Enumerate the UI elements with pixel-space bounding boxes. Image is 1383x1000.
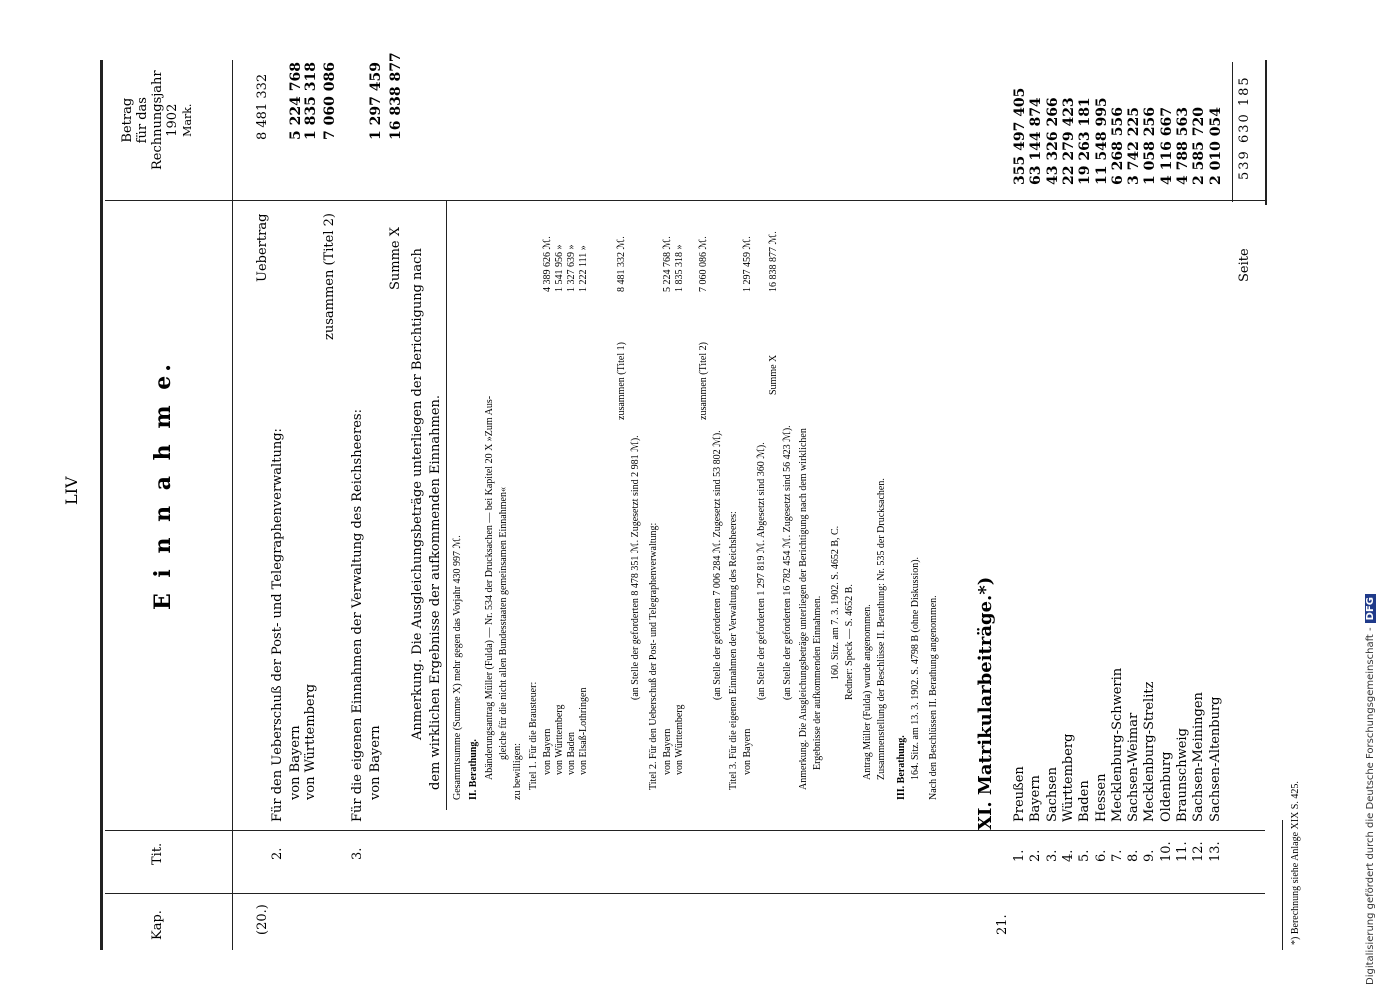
uebertrag-label-overlay: Uebertrag bbox=[255, 213, 270, 282]
matrikular-row-value: 2 010 054 bbox=[1207, 107, 1224, 185]
matrikular-row-no: 6. bbox=[1093, 849, 1109, 862]
amount-column-rule bbox=[105, 200, 1265, 201]
matrikular-row-label: Württemberg bbox=[1060, 733, 1076, 822]
titel1-head: Titel 1. Für die Brausteuer: bbox=[528, 681, 539, 790]
tit2-row-wuerttemberg: von Württemberg bbox=[303, 683, 318, 800]
tit2-sum-label: zusammen (Titel 2) bbox=[322, 213, 337, 340]
matrikular-row-value: 11 548 995 bbox=[1093, 97, 1110, 185]
amount-h3: 1902 bbox=[165, 103, 180, 137]
tit3-value-bayern: 1 297 459 bbox=[368, 62, 384, 140]
titel1-row-1: von Württemberg bbox=[554, 704, 565, 775]
anm2-line-1: Anmerkung. Die Ausgleichungsbeträge unterliegen der Berichtigung nach dem wirklichen bbox=[798, 428, 809, 790]
side-note-text: Digitalisierung gefördert durch die Deutsche Forschungsgemeinschaft - bbox=[1365, 627, 1376, 985]
matrikular-row-value: 43 326 266 bbox=[1044, 97, 1061, 185]
tit3-overlay: 3. bbox=[350, 847, 365, 860]
summe-x2-value: 16 838 877 ℳ. bbox=[768, 231, 779, 292]
anmerkung-line-1: Anmerkung. Die Ausgleichungsbeträge unterliegen der Berichtigung nach bbox=[410, 248, 425, 740]
tit-header: Tit. bbox=[150, 842, 165, 865]
matrikular-row-label: Mecklenburg-Strelitz bbox=[1142, 681, 1158, 822]
titel2-note: (an Stelle der geforderten 7 006 284 ℳ. Zugesetzt sind 53 802 ℳ). bbox=[712, 430, 723, 700]
matrikular-row-no: 2. bbox=[1028, 849, 1044, 862]
footnote: *) Berechnung siehe Anlage XIX S. 425. bbox=[1290, 781, 1301, 945]
tit3-text: Für die eigenen Einnahmen der Verwaltung des Reichsheeres: bbox=[350, 409, 365, 822]
matrikular-row-label: Sachsen bbox=[1044, 766, 1060, 822]
titel1-val-3: 1 222 111 » bbox=[578, 245, 589, 292]
matrikular-row-label: Preußen bbox=[1012, 766, 1027, 822]
titel2-sum-label: zusammen (Titel 2) bbox=[698, 342, 709, 420]
titel1-row-3: von Elsaß-Lothringen bbox=[578, 687, 589, 775]
kap20-overlay: (20.) bbox=[255, 904, 270, 935]
matrikular-row-no: 5. bbox=[1077, 849, 1093, 862]
matrikular-row-value: 6 268 556 bbox=[1109, 107, 1126, 185]
matrikular-row-no: 4. bbox=[1060, 849, 1076, 862]
page-number-overlay: LIV bbox=[62, 476, 81, 505]
titel1-sum-value: 8 481 332 ℳ. bbox=[616, 236, 627, 292]
matrikular-row-value: 4 116 667 bbox=[1158, 107, 1175, 185]
dfg-logo: DFG bbox=[1365, 594, 1376, 623]
matrikular-row-value: 4 788 563 bbox=[1175, 107, 1191, 185]
titel2-val-1: 1 835 318 » bbox=[674, 244, 685, 292]
kap-header: Kap. bbox=[150, 910, 165, 940]
uebertrag-value-overlay: 8 481 332 bbox=[255, 73, 270, 140]
angenommen: Antrag Müller (Fulda) wurde angenommen. bbox=[862, 604, 873, 780]
gesammtsumme: Gesammtsumme (Summe X) mehr gegen das Vorjahr 430 997 ℳ. bbox=[452, 535, 463, 800]
matrikular-row-label: Sachsen-Meiningen bbox=[1191, 692, 1207, 822]
matrikular-row-label: Sachsen-Weimar bbox=[1126, 712, 1142, 822]
matrikular-row-value: 3 742 225 bbox=[1126, 107, 1143, 185]
tit2-overlay: 2. bbox=[270, 847, 285, 860]
matrikular-row-no: 10. bbox=[1158, 841, 1174, 862]
anmerkung-line-2: dem wirklichen Ergebnisse der aufkommenden Einnahmen. bbox=[428, 394, 443, 790]
titel3-val-0: 1 297 459 ℳ. bbox=[742, 236, 753, 292]
beratung-bracket bbox=[446, 200, 447, 810]
kap21-overlay: 21. bbox=[995, 914, 1010, 935]
redner: Redner: Speck — S. 4652 B. bbox=[844, 584, 855, 700]
seite-rule bbox=[1232, 62, 1233, 202]
titel2-row-1: von Württemberg bbox=[674, 704, 685, 775]
seite-value: 539 630 185 bbox=[1237, 75, 1252, 180]
titel1-row-2: von Baden bbox=[566, 731, 577, 775]
tit-column-rule bbox=[105, 830, 1265, 831]
titel1-note: (an Stelle der geforderten 8 478 351 ℳ. Zugesetzt sind 2 981 ℳ). bbox=[630, 435, 641, 700]
matrikular-row-no: 1. bbox=[1012, 849, 1027, 862]
side-note bbox=[1365, 594, 1376, 985]
header-rule bbox=[232, 60, 233, 950]
total-rule bbox=[1265, 60, 1267, 205]
tit2-value-wuerttemberg: 1 835 318 bbox=[303, 62, 319, 140]
matrikular-row-no: 13. bbox=[1207, 841, 1223, 862]
titel3-note: (an Stelle der geforderten 1 297 819 ℳ. Abgesetzt sind 360 ℳ). bbox=[756, 442, 767, 700]
matrikular-row-no: 12. bbox=[1191, 841, 1207, 862]
matrikular-row-label: Hessen bbox=[1093, 773, 1109, 822]
titel1-val-1: 1 541 956 » bbox=[554, 244, 565, 292]
tit2-row-bayern: von Bayern bbox=[288, 725, 303, 800]
amount-h0: Betrag bbox=[120, 97, 135, 143]
matrikular-row-label: Mecklenburg-Schwerin bbox=[1109, 667, 1125, 822]
amount-h1: für das bbox=[135, 97, 150, 144]
titel3-head: Titel 3. Für die eigenen Einnahmen der Verwaltung des Reichsheeres: bbox=[728, 511, 739, 790]
footnote-rule bbox=[1282, 820, 1283, 950]
matrikular-row-no: 9. bbox=[1142, 849, 1158, 862]
matrikular-row-label: Oldenburg bbox=[1158, 751, 1174, 822]
antrag-2: gleiche für die nicht allen Bundesstaaten gemeinsamen Einnahmen« bbox=[498, 487, 509, 760]
summe-x-label: Summe X bbox=[388, 226, 403, 290]
antrag-1: Abänderungsantrag Müller (Fulda) — Nr. 534 der Drucksachen — bei Kapitel 20 X »Zum Aus- bbox=[484, 395, 495, 780]
beratung-iii: III. Berathung. bbox=[896, 735, 907, 800]
titel1-val-0: 4 389 626 ℳ. bbox=[542, 236, 553, 292]
matrikular-row-label: Bayern bbox=[1028, 775, 1044, 822]
titel2-row-0: von Bayern bbox=[662, 728, 673, 775]
amount-h2: Rechnungsjahr bbox=[150, 70, 165, 170]
nach-beschluss: Nach den Beschlüssen II. Berathung angenommen. bbox=[928, 595, 939, 800]
titel2-head: Titel 2. Für den Ueberschuß der Post- und Telegraphenverwaltung: bbox=[648, 522, 659, 790]
matrikular-row-value: 63 144 874 bbox=[1028, 97, 1045, 185]
chapter-21-heading: XI. Matrikularbeiträge.*) bbox=[975, 576, 996, 830]
matrikular-row-label: Braunschweig bbox=[1175, 728, 1190, 822]
matrikular-row-value: 2 585 720 bbox=[1191, 107, 1208, 185]
amount-unit-h: Mark. bbox=[181, 103, 194, 137]
matrikular-row-no: 7. bbox=[1109, 849, 1125, 862]
sitzung-2: 164. Sitz. am 13. 3. 1902. S. 4798 B (ohne Diskussion). bbox=[910, 556, 921, 780]
matrikular-row-value: 22 279 423 bbox=[1060, 97, 1077, 185]
titel2-val-0: 5 224 768 ℳ. bbox=[662, 236, 673, 292]
matrikular-row-label: Sachsen-Altenburg bbox=[1207, 696, 1223, 822]
anm2-line-2: Ergebnisse der aufkommenden Einnahmen. bbox=[812, 595, 823, 770]
summe-x2-note: (an Stelle der geforderten 16 782 454 ℳ. Zugesetzt sind 56 423 ℳ). bbox=[782, 425, 793, 700]
titel3-row-0: von Bayern bbox=[742, 728, 753, 775]
sitzung-1: 160. Sitz. am 7. 3. 1902. S. 4652 B, C. bbox=[830, 525, 841, 680]
matrikular-row-value: 19 263 181 bbox=[1077, 97, 1094, 185]
summe-x2-label: Summe X bbox=[768, 354, 779, 395]
beratung-ii: II. Berathung. bbox=[468, 739, 479, 800]
matrikular-row-no: 3. bbox=[1044, 849, 1060, 862]
tit3-row-bayern: von Bayern bbox=[368, 725, 383, 800]
title-overlay: E i n n a h m e. bbox=[150, 360, 176, 610]
tit2-sum-value: 7 060 086 bbox=[322, 62, 338, 140]
matrikular-row-label: Baden bbox=[1077, 780, 1093, 822]
zusammenstellung: Zusammenstellung der Beschlüsse II. Berathung: Nr. 535 der Drucksachen. bbox=[876, 478, 887, 780]
summe-x-value: 16 838 877 bbox=[388, 52, 404, 140]
kap-column-rule bbox=[105, 893, 1265, 894]
titel1-sum-label: zusammen (Titel 1) bbox=[616, 342, 627, 420]
tit2-text: Für den Ueberschuß der Post- und Telegraphenverwaltung: bbox=[270, 428, 285, 822]
frame-left-rule bbox=[100, 60, 103, 950]
matrikular-row-value: 355 497 405 bbox=[1012, 87, 1028, 185]
seite-label: Seite bbox=[1237, 248, 1252, 282]
matrikular-row-no: 11. bbox=[1175, 841, 1190, 862]
titel1-row-0: von Bayern bbox=[542, 728, 553, 775]
antrag-3: zu bewilligen: bbox=[512, 743, 523, 800]
matrikular-row-value: 1 058 256 bbox=[1142, 107, 1159, 185]
titel1-val-2: 1 327 639 » bbox=[566, 244, 577, 292]
tit2-value-bayern: 5 224 768 bbox=[288, 62, 304, 140]
amount-header bbox=[120, 70, 195, 170]
matrikular-row-no: 8. bbox=[1126, 849, 1142, 862]
titel2-sum-value: 7 060 086 ℳ. bbox=[698, 236, 709, 292]
